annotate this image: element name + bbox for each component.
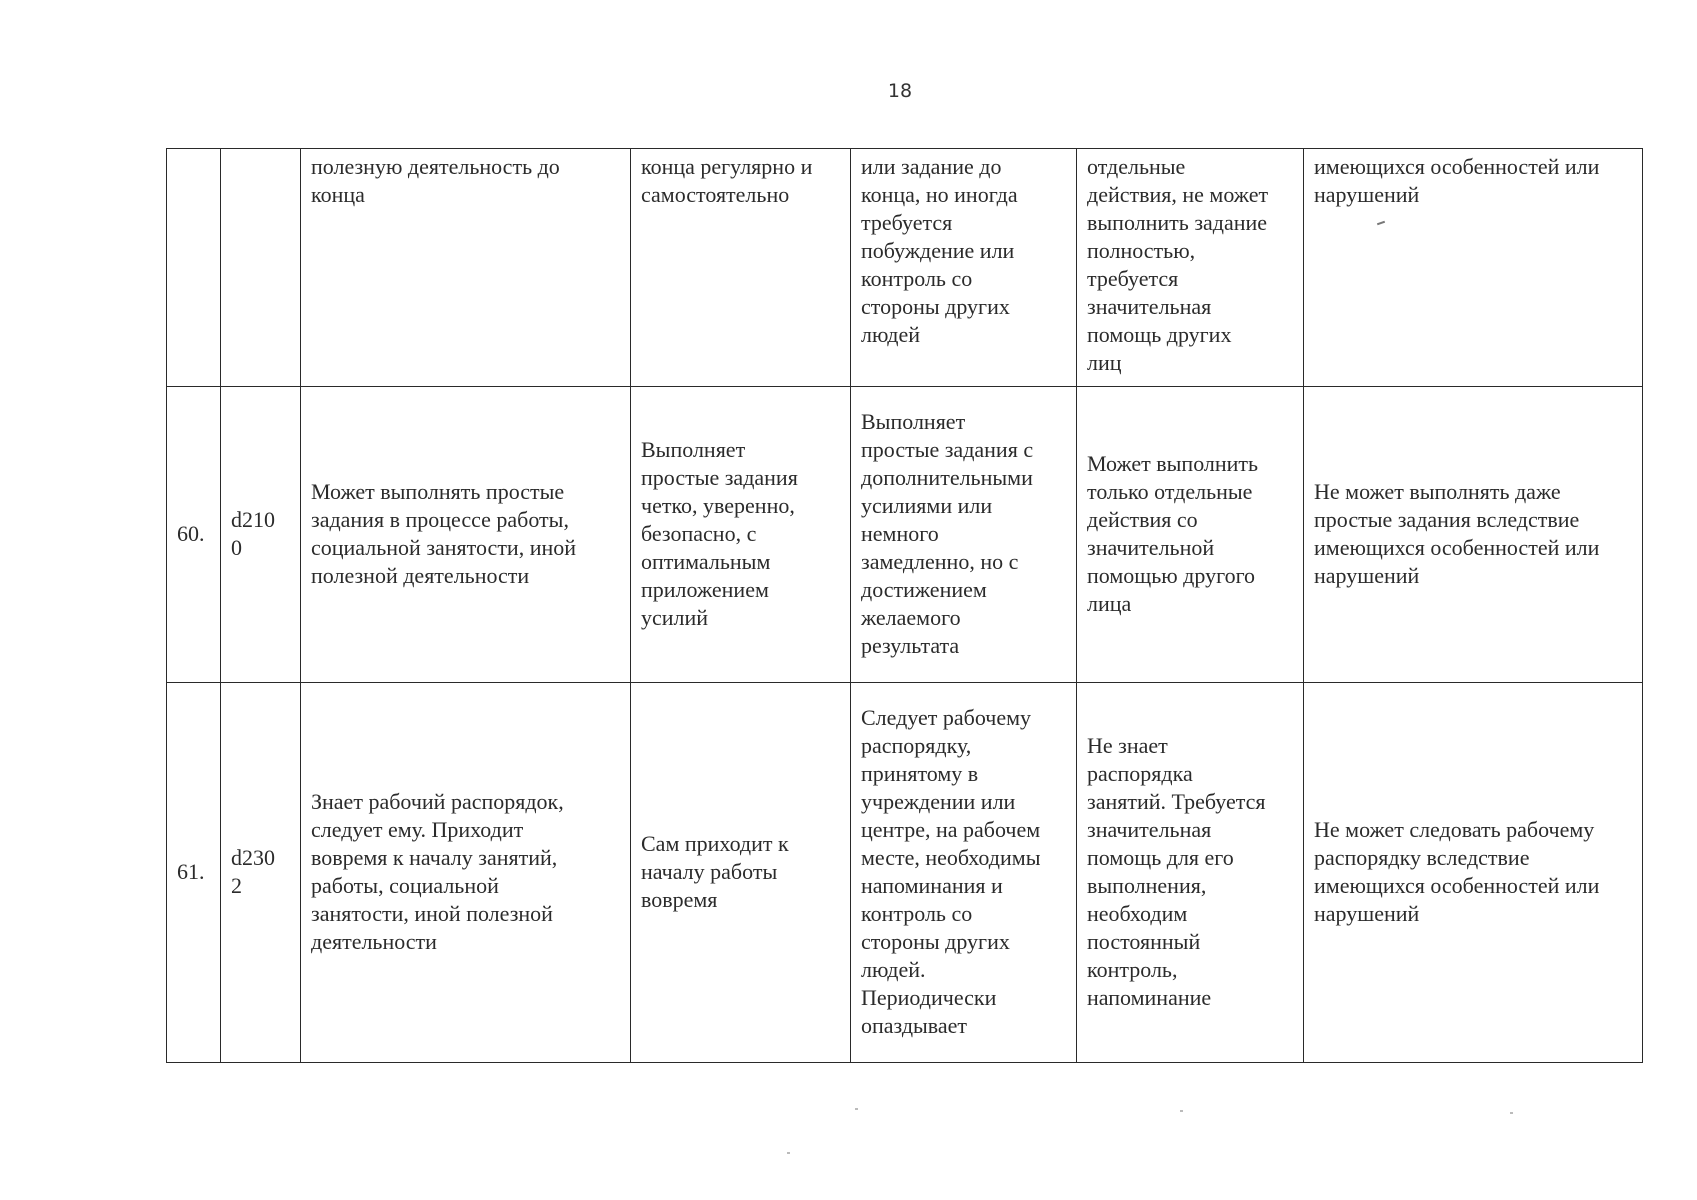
level-3-text: отдельные действия, не может выполнить задание полностью, требуется значительная помощь других лиц xyxy=(1087,154,1269,375)
row-number: 61. xyxy=(177,858,205,884)
row-number-cell xyxy=(167,387,221,683)
level-1-text: конца регулярно и самостоятельно xyxy=(641,154,813,207)
scan-speck xyxy=(787,1152,790,1154)
table-row xyxy=(167,683,1643,1063)
description: Знает рабочий распорядок, следует ему. Приходит вовремя к началу занятий, работы, социальной занятости, иной полезной деятельности xyxy=(311,788,564,954)
row-number-cell xyxy=(167,683,221,1063)
level-4-cell xyxy=(1304,387,1643,683)
level-2-cell xyxy=(851,149,1077,387)
code-cell xyxy=(221,387,301,683)
level-2-cell xyxy=(851,683,1077,1063)
level-2-text: Выполняет простые задания с дополнительными усилиями или немного замедленно, но с достижением желаемого результата xyxy=(861,408,1034,658)
description-cell xyxy=(301,683,631,1063)
level-3-text: Не знает распорядка занятий. Требуется значительная помощь для его выполнения, необходим постоянный контроль, напоминание xyxy=(1087,732,1266,1010)
level-1-cell xyxy=(631,149,851,387)
code: d210 0 xyxy=(231,506,275,560)
page-number: 18 xyxy=(887,80,913,102)
level-3-cell xyxy=(1077,387,1304,683)
row-number: 60. xyxy=(177,520,205,546)
table-row xyxy=(167,149,1643,387)
level-2-text: или задание до конца, но иногда требуется побуждение или контроль со стороны других людей xyxy=(861,154,1018,347)
level-2-text: Следует рабочему распорядку, принятому в учреждении или центре, на рабочем месте, необходимы напоминания и контроль со стороны других людей. Периодически опаздывает xyxy=(861,704,1041,1038)
code-cell xyxy=(221,683,301,1063)
level-1-text: Сам приходит к началу работы вовремя xyxy=(641,830,789,912)
description: полезную деятельность до конца xyxy=(311,154,560,207)
level-2-cell xyxy=(851,387,1077,683)
table-row xyxy=(167,387,1643,683)
row-number-cell xyxy=(167,149,221,387)
scan-speck xyxy=(1180,1110,1183,1112)
level-1-cell xyxy=(631,683,851,1063)
description: Может выполнять простые задания в процессе работы, социальной занятости, иной полезной деятельности xyxy=(311,478,577,588)
level-4-cell xyxy=(1304,683,1643,1063)
level-4-text: имеющихся особенностей или нарушений xyxy=(1314,154,1600,207)
level-3-cell xyxy=(1077,149,1304,387)
description-cell xyxy=(301,149,631,387)
level-1-text: Выполняет простые задания четко, уверенно, безопасно, с оптимальным приложением усилий xyxy=(641,436,798,630)
level-3-cell xyxy=(1077,683,1304,1063)
code: d230 2 xyxy=(231,844,275,898)
scan-speck xyxy=(1510,1112,1513,1114)
level-3-text: Может выполнить только отдельные действия со значительной помощью другого лица xyxy=(1087,450,1259,616)
level-4-cell xyxy=(1304,149,1643,387)
level-4-text: Не может выполнять даже простые задания вследствие имеющихся особенностей или нарушений xyxy=(1314,478,1600,588)
scan-speck xyxy=(855,1108,858,1110)
assessment-table xyxy=(166,148,1643,1063)
code-cell xyxy=(221,149,301,387)
level-4-text: Не может следовать рабочему распорядку вследствие имеющихся особенностей или нарушений xyxy=(1314,816,1600,926)
description-cell xyxy=(301,387,631,683)
level-1-cell xyxy=(631,387,851,683)
